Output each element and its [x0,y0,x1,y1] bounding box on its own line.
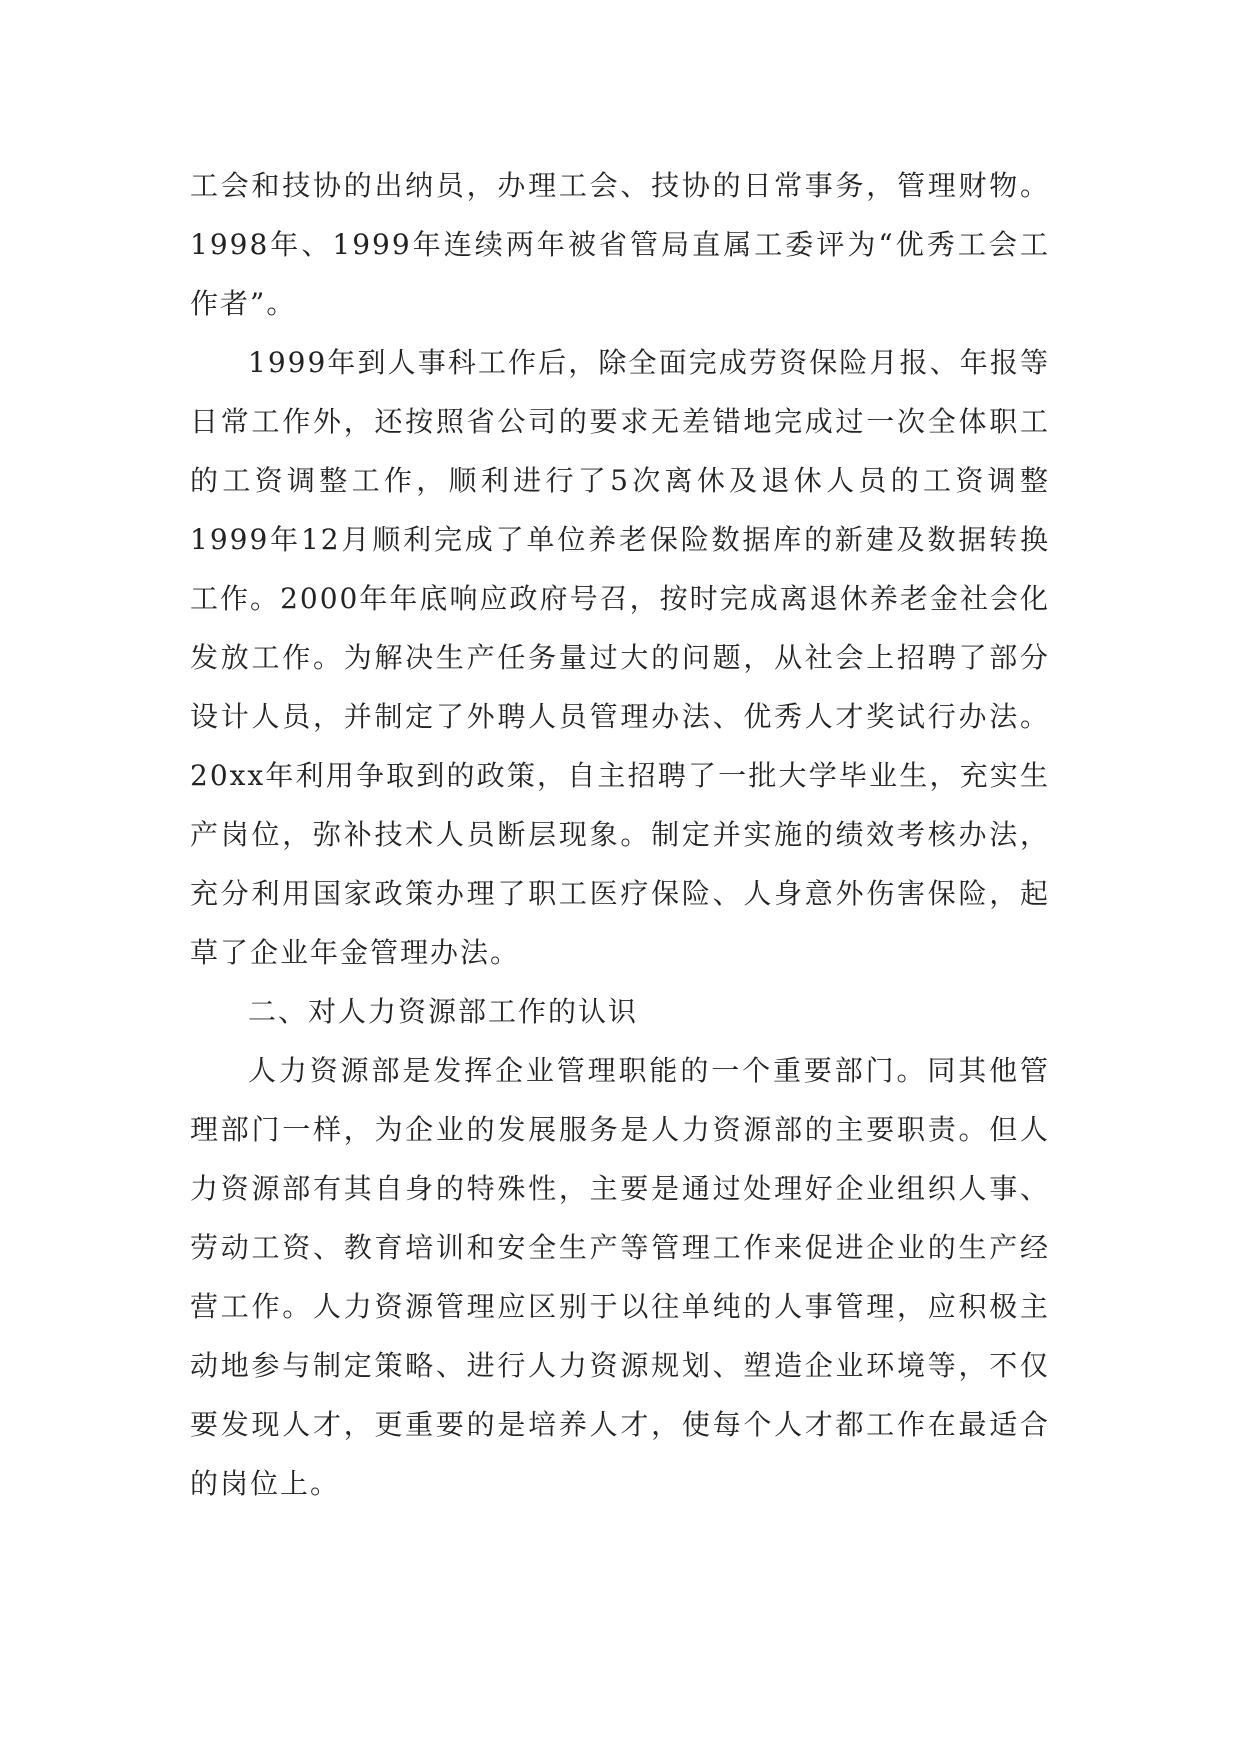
document-body [190,156,1050,1513]
paragraph-hr-department-role: 人力资源部是发挥企业管理职能的一个重要部门。同其他管理部门一样，为企业的发展服务是人力资源部的主要职责。但人力资源部有其自身的特殊性，主要是通过处理好企业组织人事、劳动工资、教育培训和安全生产等管理工作来促进企业的生产经营工作。人力资源管理应区别于以往单纯的人事管理，应积极主动地参与制定策略、进行人力资源规划、塑造企业环境等，不仅要发现人才，更重要的是培养人才，使每个人才都工作在最适合的岗位上。 [190,1054,1050,1500]
paragraph-hr-work-history: 1999年到人事科工作后，除全面完成劳资保险月报、年报等日常工作外，还按照省公司的要求无差错地完成过一次全体职工的工资调整工作，顺利进行了5次离休及退休人员的工资调整1999年12月顺利完成了单位养老保险数据库的新建及数据转换工作。2000年年底响应政府号召，按时完成离退休养老金社会化发放工作。为解决生产任务量过大的问题，从社会上招聘了部分设计人员，并制定了外聘人员管理办法、优秀人才奖试行办法。20xx年利用争取到的政策，自主招聘了一批大学毕业生，充实生产岗位，弥补技术人员断层现象。制定并实施的绩效考核办法，充分利用国家政策办理了职工医疗保险、人身意外伤害保险，起草了企业年金管理办法。 [190,346,1050,969]
paragraph-union-cashier: 工会和技协的出纳员，办理工会、技协的日常事务，管理财物。1998年、1999年连续两年被省管局直属工委评为“优秀工会工作者”。 [190,169,1050,320]
section-heading-hr-understanding: 二、对人力资源部工作的认识 [248,995,639,1028]
